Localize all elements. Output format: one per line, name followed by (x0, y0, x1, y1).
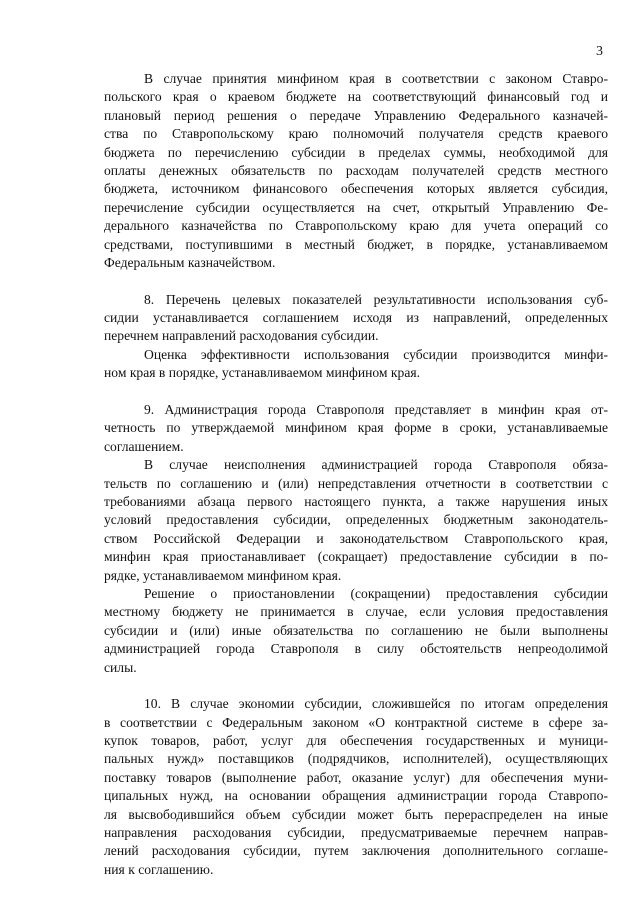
paragraph (104, 456, 608, 585)
paragraph (104, 346, 608, 383)
text-line: оплаты денежных обязательств по расходам получателей средств местного (104, 162, 608, 178)
text-line: тельств по соглашению и (или) непредставления отчетности в соответствии с (104, 475, 608, 491)
text-line: перечнем направлений расходования субсидии. (104, 328, 379, 344)
text-line: сидии устанавливается соглашением исходя из направлений, определенных (104, 310, 608, 326)
text-line: ства по Ставропольскому краю полномочий получателя средств краевого (104, 126, 608, 142)
text-line: средствами, поступившими в местный бюджет, в порядке, устанавливаемом (104, 236, 608, 252)
text-line: бюджета по перечислению субсидии в пределах суммы, необходимой для (104, 144, 608, 160)
text-line: администрацией города Ставрополя в силу обстоятельств непреодолимой (104, 641, 608, 657)
text-line: В случае неисполнения администрацией города Ставрополя обяза- (144, 457, 608, 473)
paragraph-gap (104, 677, 608, 695)
text-line: плановый период решения о передаче Управлению Федерального казначей- (104, 107, 608, 123)
text-line: 10. В случае экономии субсидии, сложившейся по итогам определения (144, 696, 608, 712)
paragraph-gap (104, 272, 608, 290)
paragraph (104, 291, 608, 346)
text-line: дерального казначейства по Ставропольскому краю для учета операций со (104, 218, 608, 234)
text-line: местному бюджету не принимается в случае, если условия предоставления (104, 604, 608, 620)
text-line: Федеральным казначейством. (104, 254, 276, 270)
text-line: направления расходования субсидии, предусматриваемые перечнем направ- (104, 825, 608, 841)
text-line: в соответствии с Федеральным законом «О контрактной системе в сфере за- (104, 714, 608, 730)
text-line: ном края в порядке, устанавливаемом минфином края. (104, 365, 421, 381)
body-text (104, 70, 608, 879)
text-line: четность по утверждаемой минфином края форме в сроки, устанавливаемые (104, 420, 608, 436)
text-line: поставку товаров (выполнение работ, оказание услуг) для обеспечения муни- (104, 769, 608, 785)
paragraph-gap (104, 383, 608, 401)
paragraph (104, 70, 608, 272)
text-line: рядке, устанавливаемом минфином края. (104, 567, 342, 583)
text-line: В случае принятия минфином края в соответствии с законом Ставро- (144, 71, 608, 86)
paragraph (104, 401, 608, 456)
text-line: минфин края приостанавливает (сокращает) предоставление субсидии в по- (104, 549, 608, 565)
text-line: лений расходования субсидии, путем заключения дополнительного соглаше- (104, 843, 608, 859)
paragraph (104, 695, 608, 879)
page-number: 3 (596, 44, 603, 59)
text-line: перечисление субсидии осуществляется на счет, открытый Управлению Фе- (104, 199, 608, 215)
text-line: ния к соглашению. (104, 861, 214, 877)
paragraph (104, 585, 608, 677)
text-line: купок товаров, работ, услуг для обеспечения государственных и муници- (104, 733, 608, 749)
text-line: 8. Перечень целевых показателей результативности использования суб- (144, 291, 608, 307)
text-line: требованиями абзаца первого настоящего пункта, а также нарушения иных (104, 493, 608, 509)
text-line: ля высвободившийся объем субсидии может быть перераспределен на иные (104, 806, 608, 822)
text-line: условий предоставления субсидии, определенных бюджетным законодатель- (104, 512, 608, 528)
text-line: ством Российской Федерации и законодательством Ставропольского края, (104, 530, 608, 546)
text-line: субсидии и (или) иные обязательства по соглашению не были выполнены (104, 622, 608, 638)
text-line: соглашением. (104, 438, 184, 454)
text-line: польского края о краевом бюджете на соответствующий финансовый год и (104, 89, 608, 105)
text-line: ципальных нужд, на основании обращения администрации города Ставропо- (104, 788, 608, 804)
text-line: Оценка эффективности использования субсидии производится минфи- (144, 346, 608, 362)
text-line: бюджета, источником финансового обеспечения которых является субсидия, (104, 181, 608, 197)
text-line: 9. Администрация города Ставрополя представляет в минфин края от- (144, 402, 608, 418)
text-line: пальных нужд» поставщиков (подрядчиков, исполнителей), осуществляющих (104, 751, 608, 767)
text-line: Решение о приостановлении (сокращении) предоставления субсидии (144, 585, 608, 601)
text-line: силы. (104, 659, 137, 675)
